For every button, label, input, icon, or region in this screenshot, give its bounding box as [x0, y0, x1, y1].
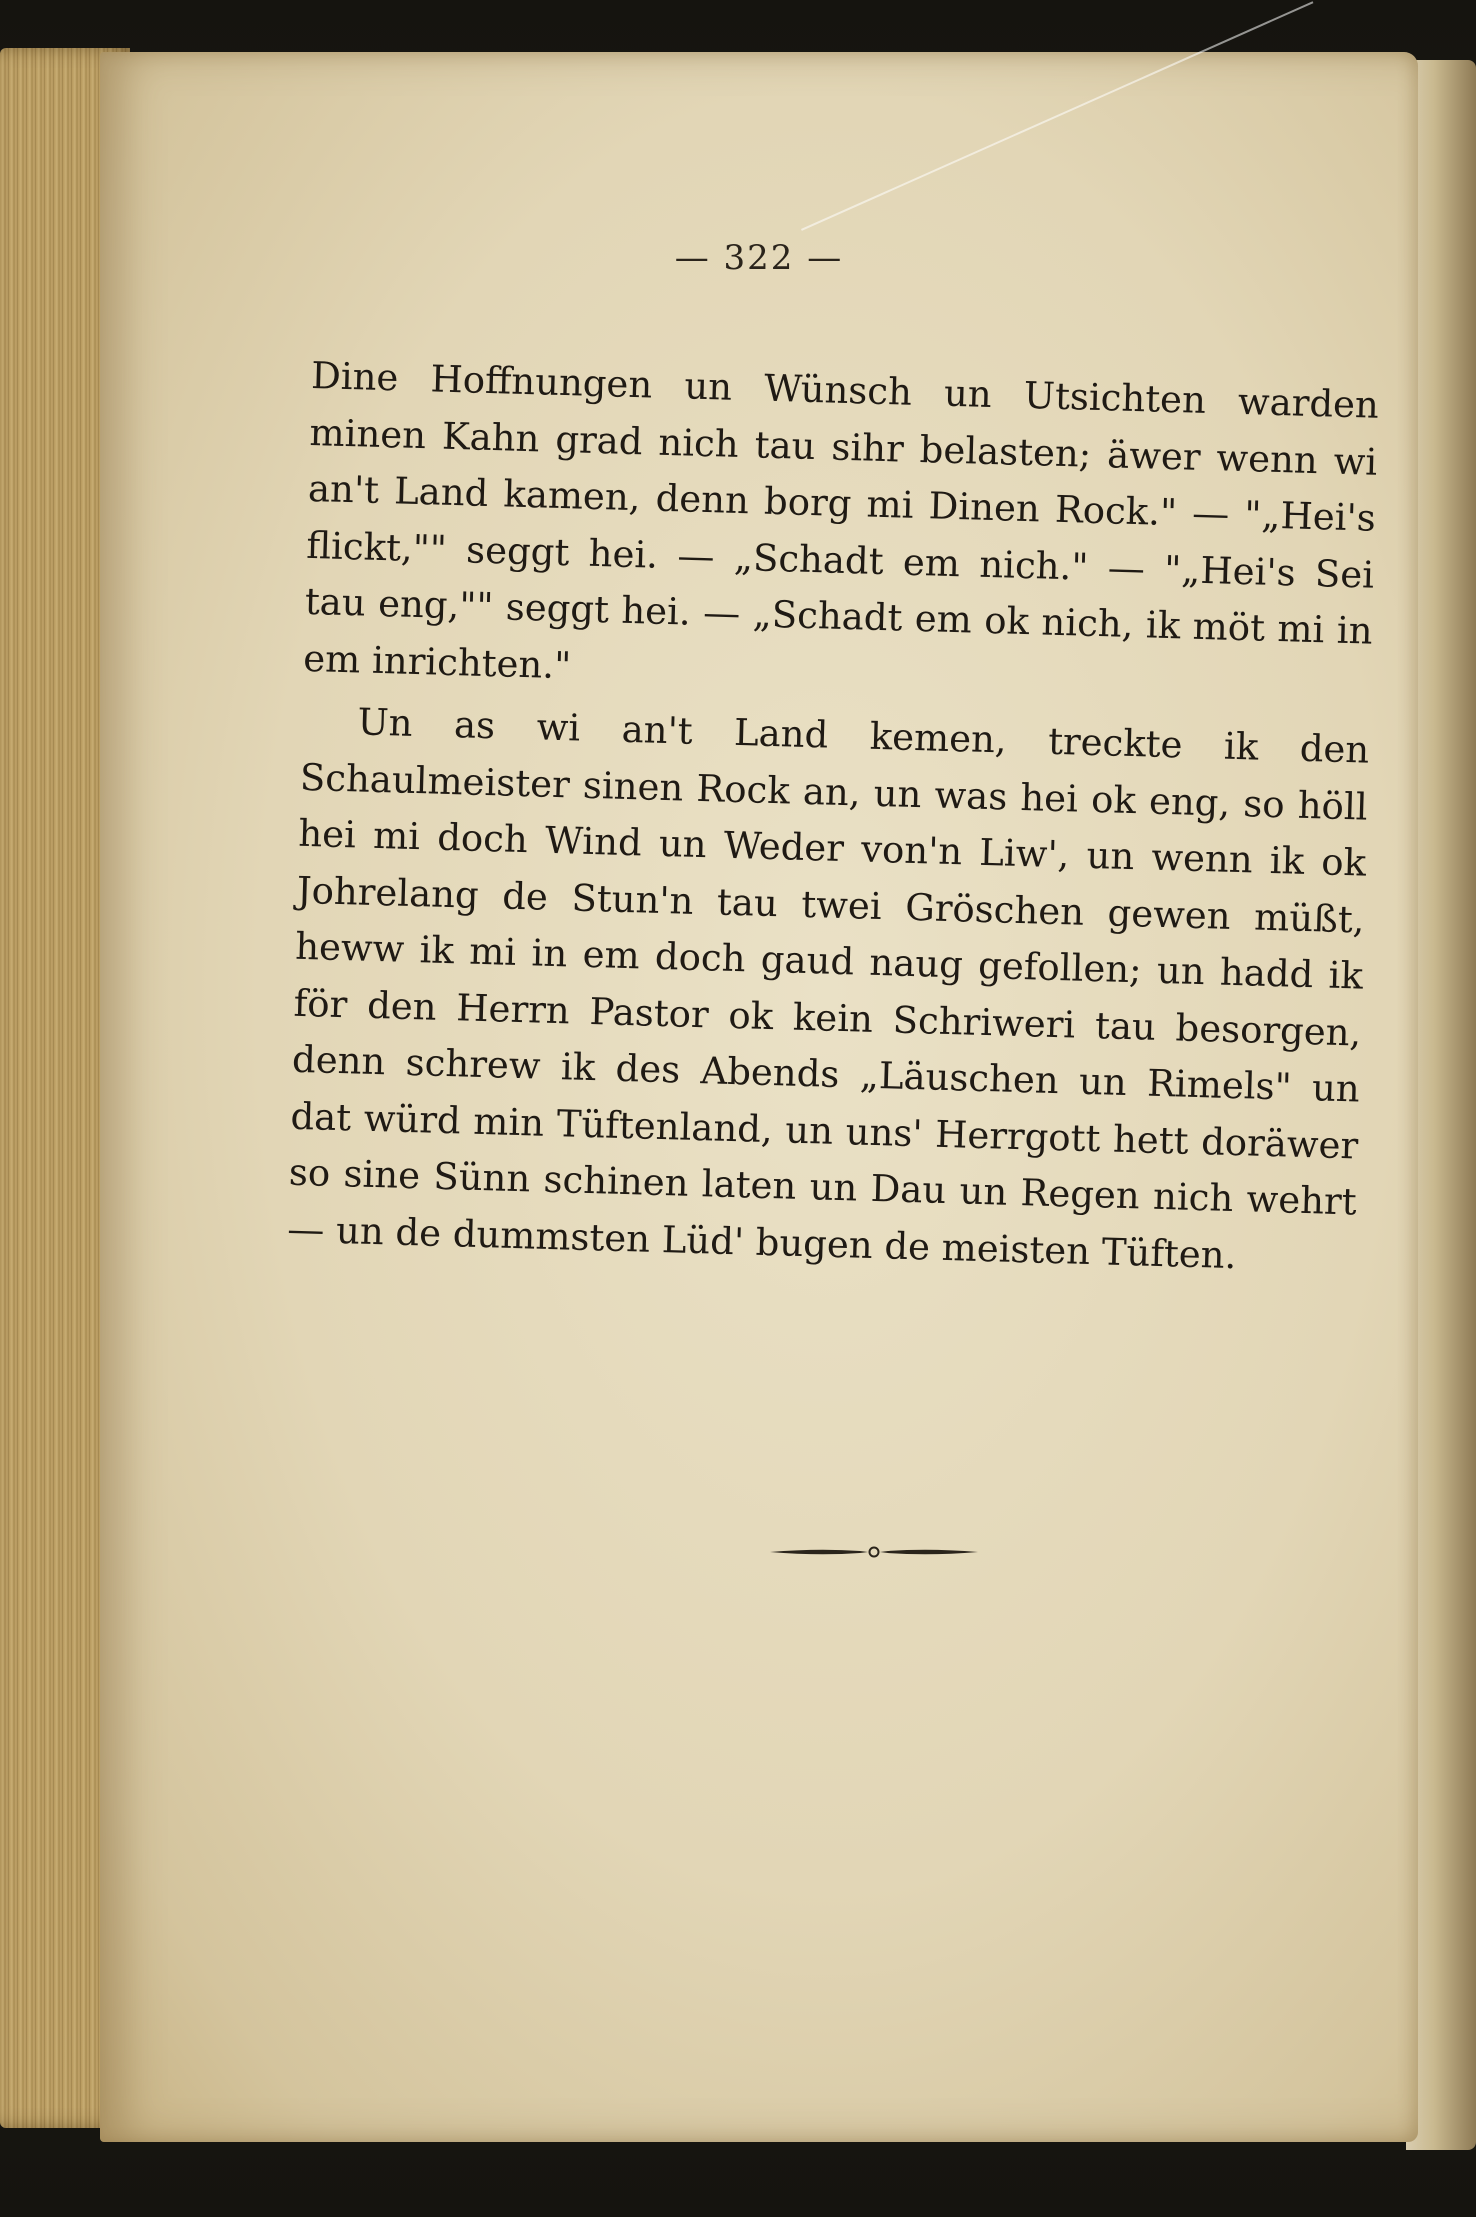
paragraph-2: Un as wi an't Land kemen, treckte ik den Schaulmeister sinen Rock an, un was hei ok eng, so höll hei mi doch Wind un Weder von'n Liw', un wenn ik ok Johrelang de Stun'n tau twei Gröschen gewen müßt, heww ik mi in em doch gaud naug gefollen; un hadd ik för den Herrn Pastor ok kein Schriweri tau besorgen, denn schrew ik des Abends „Läuschen un Rimels" un dat würd min Tüftenland, un uns' Herrgott hett doräwer so sine Sünn schinen laten un Dau un Regen nich wehrt — un de dummsten Lüd' bugen de meisten Tüften.	[286, 700, 1370, 1277]
body-text	[287, 348, 1380, 1287]
book-page	[100, 52, 1418, 2142]
end-ornament	[768, 1542, 980, 1562]
page-crease	[801, 1, 1313, 231]
page-number: — 322 —	[674, 238, 844, 278]
paragraph-1: Dine Hoffnungen un Wünsch un Utsichten warden minen Kahn grad nich tau sihr belasten; äwer wenn wi an't Land kamen, denn borg mi Dinen Rock." — "„Hei's flickt,"" seggt hei. — „Schadt em nich." — "„Hei's Sei tau eng,"" seggt hei. — „Schadt em ok nich, ik möt mi in em inrichten."	[302, 353, 1380, 687]
